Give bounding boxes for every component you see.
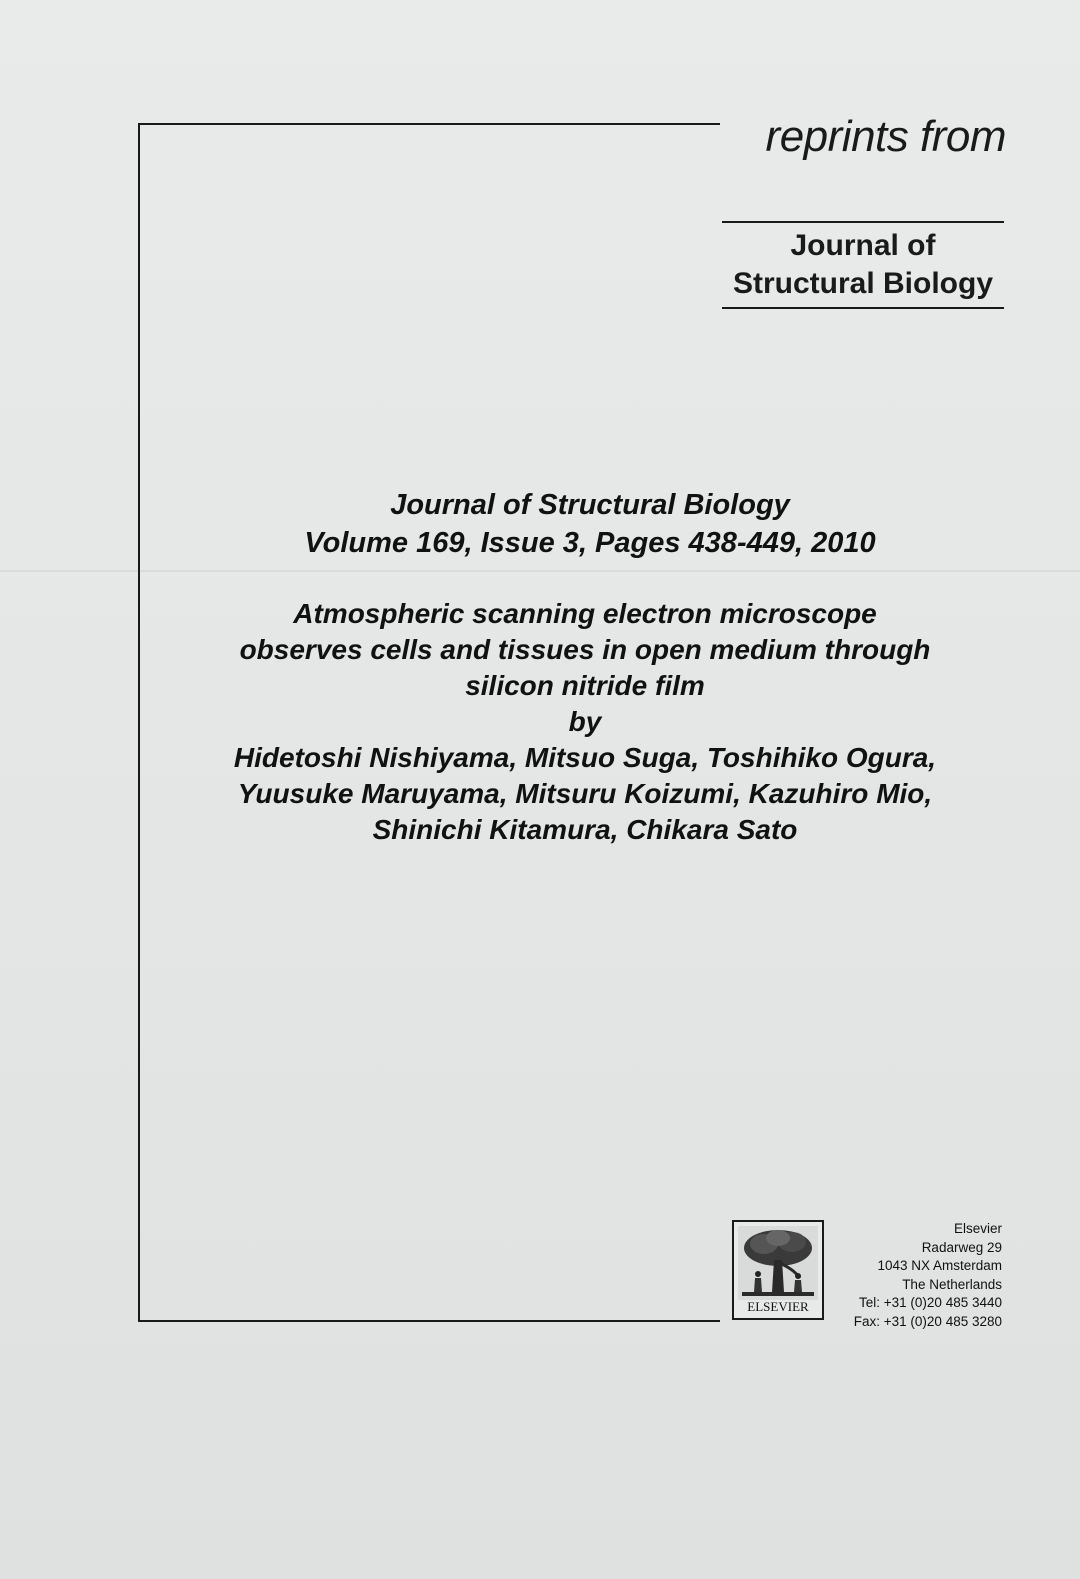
- citation-block: [140, 486, 1040, 562]
- address-line-3: 1043 NX Amsterdam: [877, 1258, 1002, 1273]
- phone-number: Tel: +31 (0)20 485 3440: [859, 1295, 1002, 1310]
- address-line-2: Radarweg 29: [921, 1239, 1002, 1255]
- article-title-line-3: silicon nitride film: [465, 670, 705, 701]
- citation-journal: Journal of Structural Biology: [390, 489, 790, 521]
- by-label: by: [568, 706, 602, 737]
- address-line-1: Elsevier: [953, 1221, 1002, 1236]
- address-line-4: The Netherlands: [902, 1276, 1002, 1292]
- author-line-3: Shinichi Kitamura, Chikara Sato: [372, 814, 798, 845]
- reprints-label: reprints from: [765, 112, 1006, 161]
- elsevier-tree-logo-icon: [738, 1226, 818, 1300]
- author-line-1: Hidetoshi Nishiyama, Mitsuo Suga, Toshihiko Ogura,: [233, 742, 937, 773]
- fax-number: Fax: +31 (0)20 485 3280: [853, 1313, 1002, 1329]
- journal-name-box: [722, 221, 1004, 309]
- journal-name-line-2: Structural Biology: [732, 267, 994, 300]
- article-title-line-2: observes cells and tissues in open medium through: [239, 634, 931, 665]
- article-block: [130, 596, 1040, 848]
- journal-name-line-1: Journal of: [790, 229, 936, 262]
- article-title-line-1: Atmospheric scanning electron microscope: [293, 598, 877, 629]
- publisher-address: [830, 1220, 1002, 1331]
- author-line-2: Yuusuke Maruyama, Mitsuru Koizumi, Kazuhiro Mio,: [237, 778, 933, 809]
- elsevier-logo: [732, 1220, 824, 1320]
- citation-volume: Volume 169, Issue 3, Pages 438-449, 2010: [304, 527, 876, 559]
- elsevier-logo-text: ELSEVIER: [747, 1299, 809, 1314]
